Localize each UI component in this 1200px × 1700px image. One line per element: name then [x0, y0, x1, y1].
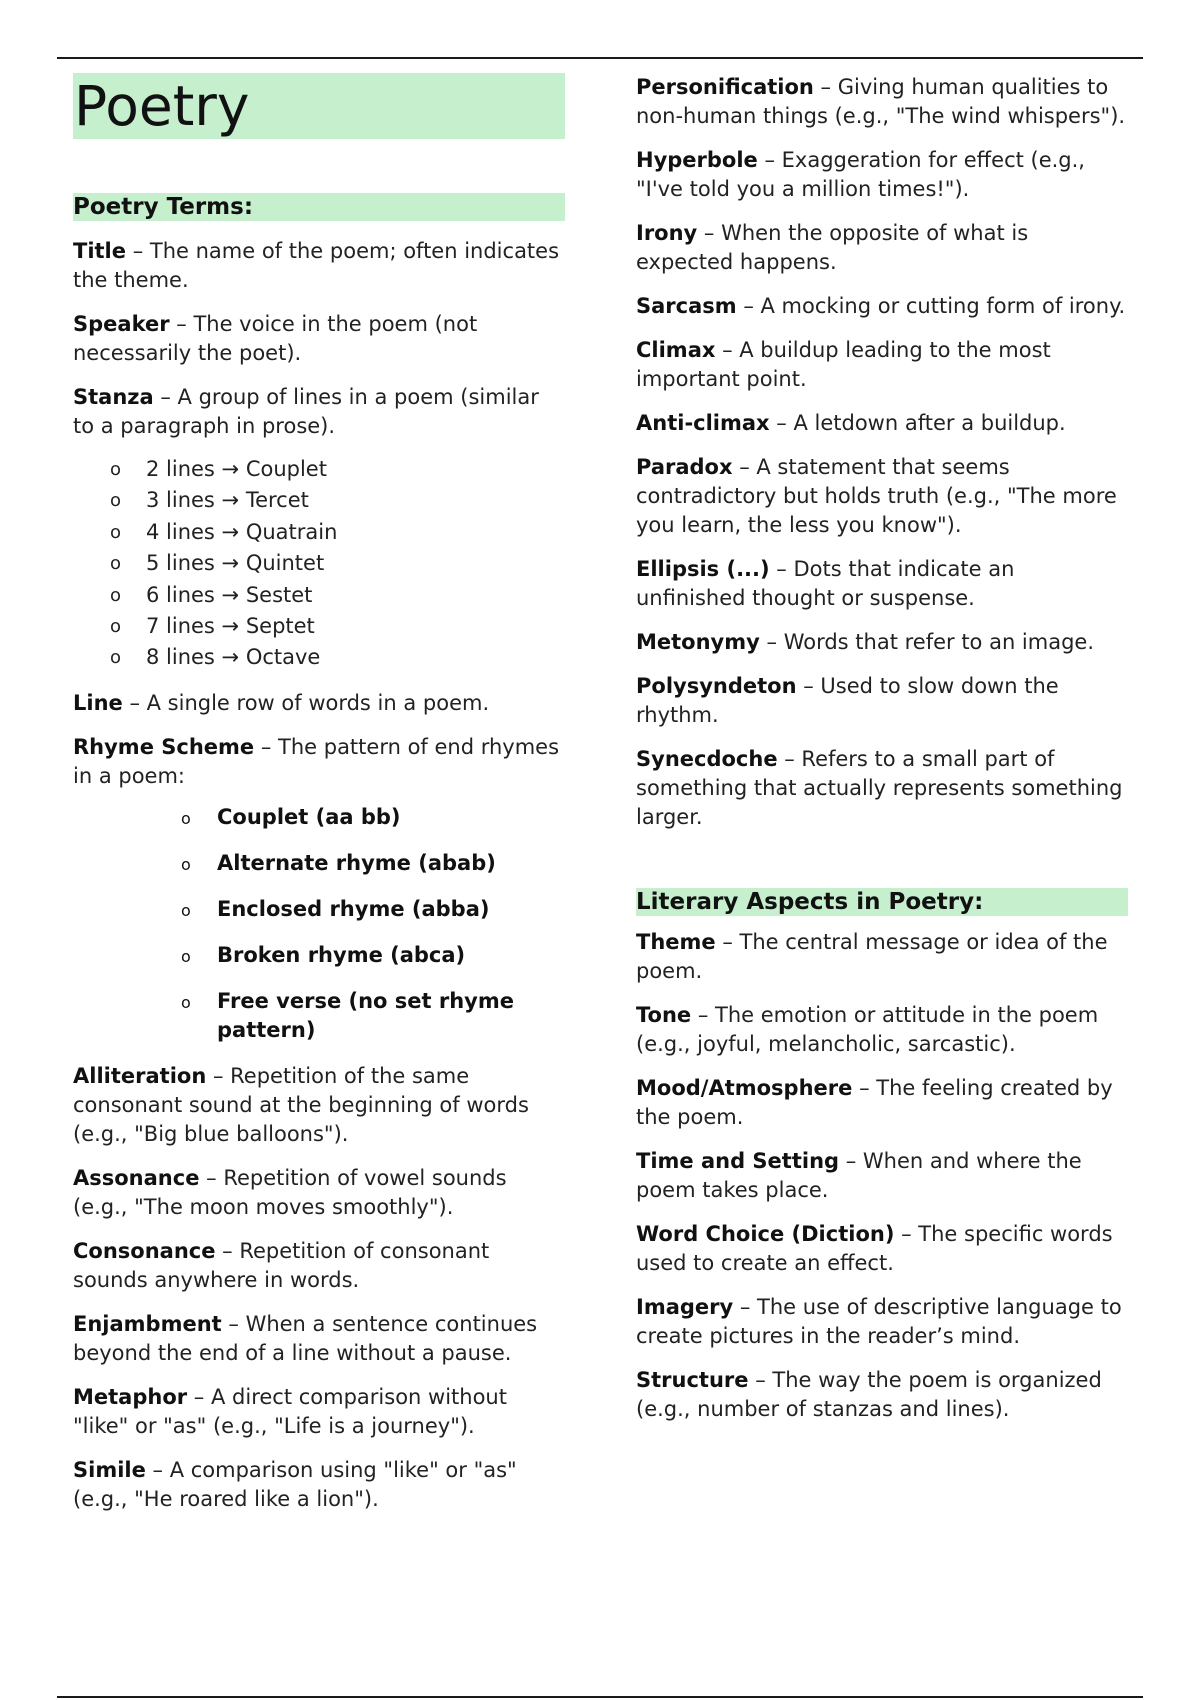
list-item: o 6 lines → Sestet	[110, 580, 565, 611]
term-entry	[636, 745, 1128, 832]
term-separator: –	[199, 1165, 224, 1190]
term-name: Hyperbole	[636, 148, 758, 172]
term-definition: Repetition of the same consonant sound at the beginning of words (e.g., "Big blue balloons").	[73, 1063, 529, 1146]
term-definition: The use of descriptive language to create pictures in the reader’s mind.	[636, 1295, 1122, 1348]
term-entry	[73, 1456, 565, 1514]
term-entry	[73, 383, 565, 441]
term-name: Consonance	[73, 1238, 216, 1263]
term-definition: A letdown after a buildup.	[793, 411, 1066, 435]
term-definition: The name of the poem; often indicates the theme.	[73, 239, 560, 292]
list-item: o Couplet (aa bb)	[181, 803, 565, 832]
list-item: o 8 lines → Octave	[110, 642, 565, 673]
term-definition: A mocking or cutting form of irony.	[760, 294, 1126, 318]
literary-aspects-heading: Literary Aspects in Poetry:	[636, 888, 1128, 916]
term-name: Synecdoche	[636, 747, 778, 771]
term-separator: –	[691, 1003, 716, 1027]
term-entry	[636, 672, 1128, 730]
circle-bullet-icon: o	[110, 553, 122, 575]
term-entry	[636, 1366, 1128, 1424]
term-separator: –	[757, 148, 782, 172]
term-name: Metaphor	[73, 1384, 188, 1409]
term-separator: –	[206, 1063, 231, 1088]
term-name: Imagery	[636, 1295, 734, 1319]
list-item: o Alternate rhyme (abab)	[181, 849, 565, 878]
list-item: o 7 lines → Septet	[110, 611, 565, 642]
list-item: o Broken rhyme (abca)	[181, 941, 565, 970]
term-entry	[73, 733, 565, 791]
term-entry	[636, 1220, 1128, 1278]
term-definition: The feeling created by the poem.	[636, 1076, 1113, 1129]
circle-bullet-icon: o	[110, 459, 122, 480]
term-name: Title	[73, 239, 127, 263]
term-entry	[73, 1310, 565, 1368]
term-separator: –	[122, 690, 147, 715]
term-name: Time and Setting	[636, 1149, 840, 1173]
term-entry	[73, 1062, 565, 1149]
circle-bullet-icon: o	[110, 584, 122, 606]
term-separator: –	[221, 1311, 246, 1336]
term-separator: –	[748, 1368, 773, 1392]
term-separator: –	[769, 557, 794, 581]
term-entry	[73, 689, 565, 718]
term-name: Irony	[636, 221, 698, 245]
term-definition: Giving human qualities to non-human things (e.g., "The wind whispers").	[636, 75, 1126, 128]
term-definition: The specific words used to create an effect.	[636, 1222, 1113, 1275]
circle-bullet-icon: o	[181, 900, 191, 920]
term-entry	[636, 1293, 1128, 1351]
bottom-rule	[57, 1696, 1143, 1698]
term-entry	[636, 73, 1128, 131]
list-item: o 2 lines → Couplet	[110, 454, 565, 485]
aspects-list	[636, 928, 1128, 1424]
circle-bullet-icon: o	[110, 616, 122, 638]
term-entry	[636, 453, 1128, 540]
term-name: Mood/Atmosphere	[636, 1076, 853, 1100]
term-definition: Dots that indicate an unfinished thought or suspense.	[636, 557, 1015, 610]
term-separator: –	[145, 1457, 170, 1482]
term-definition: Repetition of vowel sounds (e.g., "The moon moves smoothly").	[73, 1165, 507, 1219]
terms-list-a	[73, 237, 565, 441]
terms-list-c	[73, 1062, 565, 1514]
term-definition: The central message or idea of the poem.	[636, 930, 1108, 983]
term-separator: –	[126, 239, 150, 263]
term-entry	[636, 555, 1128, 613]
term-separator: –	[715, 338, 740, 362]
term-entry	[636, 219, 1128, 277]
term-name: Stanza	[73, 385, 154, 409]
term-entry	[73, 237, 565, 295]
term-name: Word Choice (Diction)	[636, 1222, 895, 1246]
term-name: Speaker	[73, 312, 170, 336]
circle-bullet-icon: o	[181, 854, 191, 874]
term-name: Theme	[636, 930, 716, 954]
term-entry	[73, 1237, 565, 1295]
term-separator: –	[153, 385, 178, 409]
term-name: Enjambment	[73, 1311, 222, 1336]
term-separator: –	[796, 674, 821, 698]
term-name: Alliteration	[73, 1063, 207, 1088]
top-rule	[57, 57, 1143, 59]
term-definition: Refers to a small part of something that actually represents something larger.	[636, 747, 1123, 829]
term-definition: The voice in the poem (not necessarily the poet).	[73, 312, 478, 365]
term-name: Polysyndeton	[636, 674, 797, 698]
term-separator: –	[733, 1295, 758, 1319]
list-item: o 5 lines → Quintet	[110, 548, 565, 579]
term-name: Rhyme Scheme	[73, 734, 255, 759]
term-separator: –	[187, 1384, 211, 1409]
term-definition: A buildup leading to the most important point.	[636, 338, 1051, 391]
term-separator: –	[769, 411, 794, 435]
term-definition: A comparison using "like" or "as" (e.g., "He roared like a lion").	[73, 1457, 517, 1511]
rhyme-types-list	[181, 803, 565, 1045]
term-name: Personification	[636, 75, 814, 99]
term-definition: A single row of words in a poem.	[146, 690, 490, 715]
page-title: Poetry	[73, 73, 565, 139]
circle-bullet-icon: o	[181, 946, 191, 966]
term-separator: –	[736, 294, 761, 318]
term-definition: A direct comparison without "like" or "as" (e.g., "Life is a journey").	[73, 1384, 507, 1438]
circle-bullet-icon: o	[110, 647, 122, 669]
term-entry	[636, 336, 1128, 394]
term-entry	[636, 146, 1128, 204]
term-name: Line	[73, 690, 123, 715]
left-column	[73, 73, 565, 1529]
terms-list-right	[636, 73, 1128, 832]
circle-bullet-icon: o	[110, 490, 122, 512]
term-entry	[636, 292, 1128, 321]
term-definition: When a sentence continues beyond the end of a line without a pause.	[73, 1311, 538, 1365]
term-definition: The way the poem is organized (e.g., number of stanzas and lines).	[636, 1368, 1102, 1421]
terms-list-b	[73, 689, 565, 791]
term-name: Metonymy	[636, 630, 760, 654]
term-definition: Used to slow down the rhythm.	[636, 674, 1059, 727]
right-column	[636, 73, 1128, 1439]
circle-bullet-icon: o	[181, 808, 191, 828]
term-name: Tone	[636, 1003, 692, 1027]
term-separator: –	[697, 221, 722, 245]
term-definition: A statement that seems contradictory but holds truth (e.g., "The more you learn, the less you know").	[636, 455, 1117, 537]
term-entry	[73, 1383, 565, 1441]
term-name: Anti-climax	[636, 411, 770, 435]
list-item: o 4 lines → Quatrain	[110, 517, 565, 548]
term-entry	[636, 628, 1128, 657]
term-separator: –	[715, 930, 740, 954]
term-entry	[636, 1001, 1128, 1059]
term-entry	[636, 1147, 1128, 1205]
term-separator: –	[759, 630, 784, 654]
term-definition: Words that refer to an image.	[783, 630, 1095, 654]
term-separator: –	[839, 1149, 863, 1173]
term-separator: –	[777, 747, 802, 771]
term-entry	[636, 409, 1128, 438]
term-definition: The pattern of end rhymes in a poem:	[73, 734, 560, 788]
term-entry	[636, 928, 1128, 986]
term-name: Climax	[636, 338, 716, 362]
circle-bullet-icon: o	[181, 992, 191, 1012]
term-name: Structure	[636, 1368, 749, 1392]
term-entry	[73, 310, 565, 368]
term-separator: –	[813, 75, 838, 99]
term-separator: –	[894, 1222, 919, 1246]
stanza-types-list	[110, 454, 565, 674]
term-definition: Repetition of consonant sounds anywhere in words.	[73, 1238, 490, 1292]
term-name: Paradox	[636, 455, 733, 479]
list-item: o Enclosed rhyme (abba)	[181, 895, 565, 924]
term-separator: –	[732, 455, 757, 479]
term-name: Simile	[73, 1457, 146, 1482]
list-item: o Free verse (no set rhyme pattern)	[181, 988, 514, 1042]
term-separator: –	[169, 312, 194, 336]
term-name: Sarcasm	[636, 294, 737, 318]
poetry-terms-heading: Poetry Terms:	[73, 193, 565, 221]
term-definition: Exaggeration for effect (e.g., "I've told you a million times!").	[636, 148, 1085, 201]
term-entry	[73, 1164, 565, 1222]
circle-bullet-icon: o	[110, 521, 122, 543]
list-item: o 3 lines → Tercet	[110, 485, 565, 516]
term-name: Assonance	[73, 1165, 200, 1190]
term-definition: A group of lines in a poem (similar to a paragraph in prose).	[73, 385, 539, 438]
term-name: Ellipsis (...)	[636, 557, 770, 581]
term-definition: When the opposite of what is expected happens.	[636, 221, 1029, 274]
term-definition: When and where the poem takes place.	[636, 1149, 1082, 1202]
term-separator: –	[254, 734, 278, 759]
term-definition: The emotion or attitude in the poem (e.g., joyful, melancholic, sarcastic).	[636, 1003, 1099, 1056]
term-separator: –	[852, 1076, 877, 1100]
term-separator: –	[215, 1238, 240, 1263]
term-entry	[636, 1074, 1128, 1132]
